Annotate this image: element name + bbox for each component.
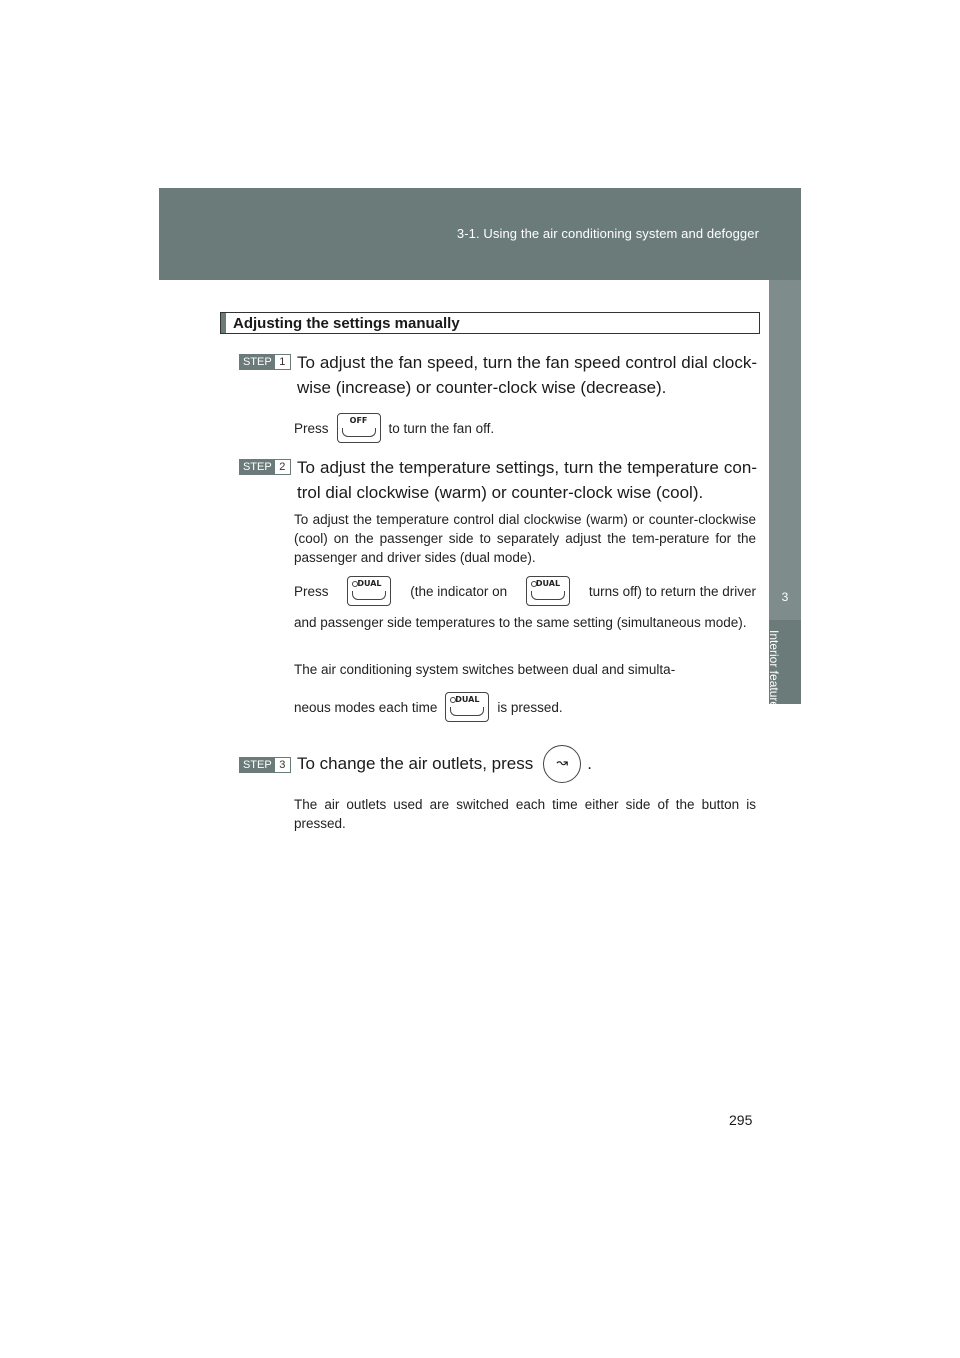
off-note	[294, 413, 494, 443]
switch-note-after: is pressed.	[497, 699, 563, 715]
dual-button-label: DUAL	[455, 695, 480, 704]
heading-accent	[221, 313, 226, 333]
dual-button-label: DUAL	[357, 579, 382, 588]
outlets-note: The air outlets used are switched each time either side of the button is pressed.	[294, 797, 756, 831]
step-1-text: To adjust the fan speed, turn the fan speed control dial clock-wise (increase) or counter-clock wise (decrease).	[297, 353, 757, 397]
step-3-text	[297, 745, 592, 783]
side-tab-highlight	[769, 280, 801, 620]
dual-press-before: Press	[294, 583, 329, 599]
switch-note-line1: The air conditioning system switches between dual and simulta-	[294, 662, 676, 677]
air-outlet-button-icon: ↝	[543, 745, 581, 783]
step-label: STEP	[240, 460, 275, 474]
switch-note-before: neous modes each time	[294, 699, 438, 715]
step-label: STEP	[240, 355, 275, 369]
step-number: 1	[279, 356, 286, 368]
dual-press-note	[294, 576, 756, 606]
dual-mode-note: To adjust the temperature control dial clockwise (warm) or counter-clockwise (cool) on the passenger side to separately adjust the tem-perature for the passenger and driver sides (dual mode).	[294, 512, 756, 565]
off-note-before: Press	[294, 420, 329, 436]
section-heading	[220, 312, 760, 334]
page-number: 295	[729, 1112, 753, 1128]
chapter-label: Interior features	[767, 630, 781, 715]
dual-button-icon	[347, 576, 391, 606]
step-badge-3	[239, 757, 291, 773]
off-note-after: to turn the fan off.	[388, 420, 495, 436]
step-2-text: To adjust the temperature settings, turn the temperature con-trol dial clockwise (warm) or counter-clock wise (cool).	[297, 458, 757, 502]
off-button-icon	[337, 413, 381, 443]
dual-press-continued: and passenger side temperatures to the same setting (simultaneous mode).	[294, 615, 747, 630]
dual-press-after: turns off) to return the driver	[588, 583, 756, 599]
step-number: 2	[279, 461, 286, 473]
dual-button-label: DUAL	[535, 579, 561, 588]
step-3-text-before: To change the air outlets, press	[297, 754, 534, 773]
chapter-title: 3-1. Using the air conditioning system and defogger	[456, 226, 759, 241]
switch-note-line2	[294, 692, 563, 722]
step-number: 3	[279, 759, 286, 771]
step-badge-1	[239, 354, 291, 370]
chapter-number: 3	[781, 590, 789, 604]
dual-button-icon	[445, 692, 489, 722]
step-label: STEP	[240, 758, 275, 772]
dual-button-icon	[526, 576, 570, 606]
off-button-label: OFF	[349, 416, 368, 425]
dual-press-middle: (the indicator on	[410, 583, 508, 599]
step-badge-2	[239, 459, 291, 475]
step-3-text-after: .	[587, 754, 592, 773]
section-title: Adjusting the settings manually	[233, 315, 460, 332]
header-band	[159, 188, 801, 280]
